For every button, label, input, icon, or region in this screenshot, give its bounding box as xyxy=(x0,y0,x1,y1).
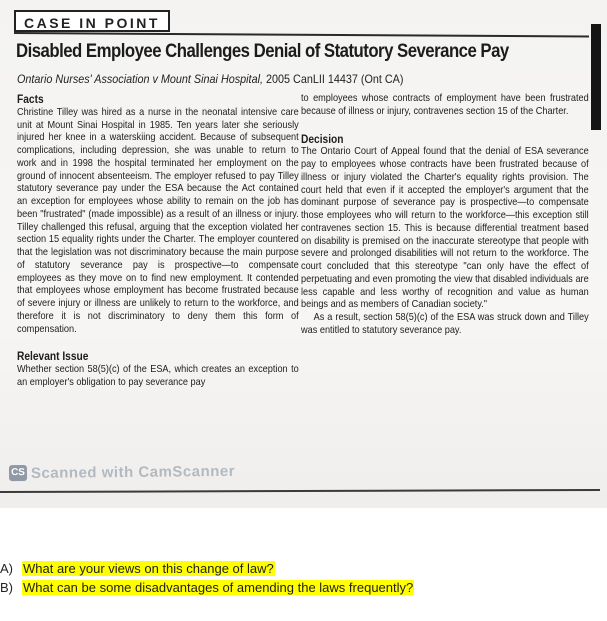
relevant-issue-heading: Relevant Issue xyxy=(17,349,89,364)
facts-text: Christine Tilley was hired as a nurse in the neonatal intensive care unit at Mount Sinai Hospital in 1985. Ten years later she seriously injured her knee in a waterskiing accident. Because of subsequent complications, including depression, she was unable to return to work and in 1998 the hospital terminated her employment on the ground of innocent absenteeism. The employer refused to pay Tilley statutory severance pay under the ESA because the Act contained an exception for employees whose ability to remain on the job has been "frustrated" (made impossible) as a result of an illness or injury. Tilley challenged this refusal, arguing that the exception violated her section 15 equality rights under the Charter. The employer countered that the legislation was not discriminatory because the main purpose of statutory severance pay is prospective—to compensate employees as they move on to find new employment. It contended that employees whose employment has become frustrated because of severe injury or illness are unlikely to return to the workforce, and therefore it is not discriminatory to deny them this form of compensation. xyxy=(17,106,299,335)
relevant-issue-text: Whether section 58(5)(c) of the ESA, which creates an exception to an employer's obligation to pay severance pay xyxy=(17,364,299,388)
case-in-point-tag: CASE IN POINT xyxy=(14,10,170,32)
camscanner-watermark xyxy=(9,462,235,482)
watermark-text: Scanned with CamScanner xyxy=(30,462,236,482)
facts-heading: Facts xyxy=(17,92,44,106)
right-column xyxy=(301,93,589,338)
question-b-text: What can be some disadvantages of amending the laws frequently? xyxy=(23,580,414,595)
left-column xyxy=(17,93,299,390)
question-b xyxy=(0,578,607,597)
question-a xyxy=(0,559,607,578)
question-a-text: What are your views on this change of law? xyxy=(23,561,274,576)
margin-bar xyxy=(591,24,601,130)
case-citation xyxy=(17,72,485,86)
decision-heading: Decision xyxy=(301,131,344,146)
decision-paragraph-2: As a result, section 58(5)(c) of the ESA was struck down and Tilley was entitled to statutory severance pay. xyxy=(301,312,589,336)
questions-list xyxy=(0,559,607,597)
citation-reference: 2005 CanLII 14437 (Ont CA) xyxy=(265,72,404,86)
question-b-letter: B) xyxy=(0,580,13,595)
question-a-letter: A) xyxy=(0,561,13,576)
case-title: Disabled Employee Challenges Denial of Statutory Severance Pay xyxy=(16,40,509,62)
decision-paragraph-1: The Ontario Court of Appeal found that the denial of ESA severance pay to employees whose contracts have been frustrated because of illness or injury violated the Charter's equality rights provision. The court held that even if it accepted the employer's argument that the dominant purpose of severance pay is prospective—to compensate those employees who will return to the workforce—this exception still contravenes section 15. This is because differential treatment based on disability is premised on the inaccurate stereotype that people with severe and prolonged disabilities will not return to the workforce. The court concluded that this stereotype "can only have the effect of perpetuating and even promoting the view that disabled individuals are less capable and less worthy of recognition and value as human beings and as members of Canadian society." xyxy=(301,146,589,311)
camscanner-logo-icon: CS xyxy=(9,465,27,481)
issue-continued-text: to employees whose contracts of employment have been frustrated because of illness or injury, contravenes section 15 of the Charter. xyxy=(301,93,589,117)
citation-case-name: Ontario Nurses' Association v Mount Sinai Hospital, xyxy=(17,72,263,86)
